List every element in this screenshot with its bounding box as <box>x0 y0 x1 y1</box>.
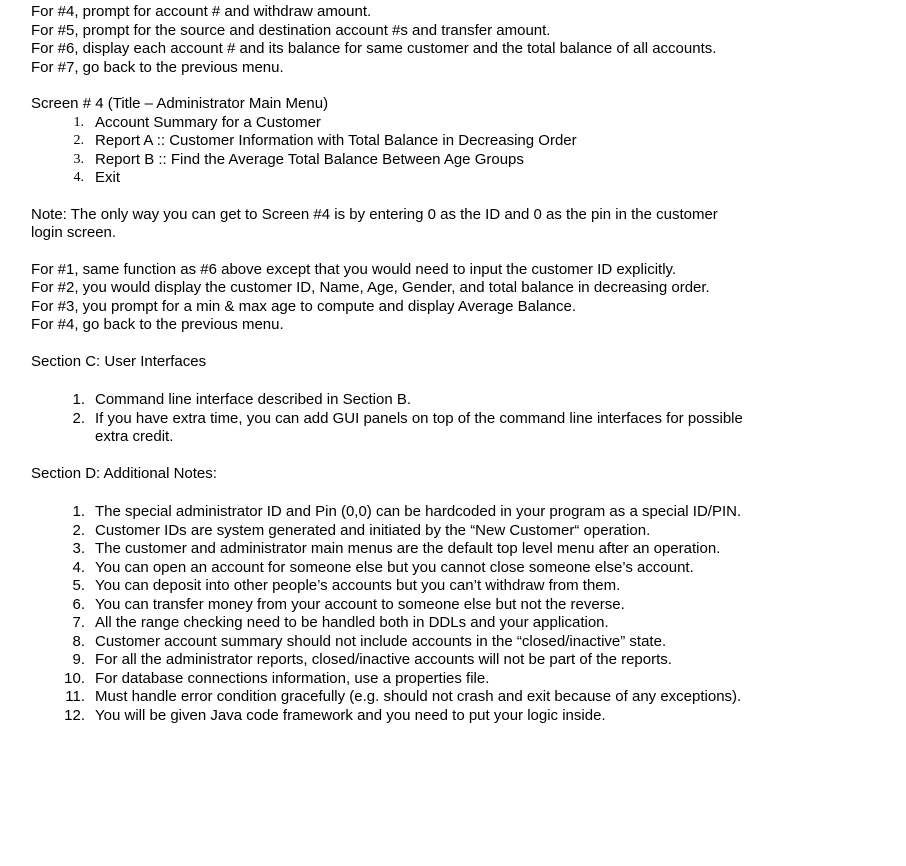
list-item <box>31 410 897 447</box>
list-item <box>31 688 897 707</box>
list-item-label: Must handle error condition gracefully (e.g. should not crash and exit because of any exceptions). <box>95 688 742 705</box>
note-paragraph <box>31 206 897 243</box>
screen4-menu-item <box>31 114 897 133</box>
list-item-label: You can transfer money from your account to someone else but not the reverse. <box>95 595 625 613</box>
list-item-label-continued: extra credit. <box>95 428 174 445</box>
intro-line: For #5, prompt for the source and destination account #s and transfer amount. <box>31 21 551 39</box>
list-number: 3. <box>73 151 84 167</box>
screen4-menu-item <box>31 132 897 151</box>
list-number: 6. <box>72 595 85 613</box>
admin-line: For #3, you prompt for a min & max age to compute and display Average Balance. <box>31 297 577 315</box>
section-d-title: Section D: Additional Notes: <box>31 464 217 482</box>
list-item-label: You will be given Java code framework and you need to put your logic inside. <box>95 706 606 724</box>
intro-paragraph <box>31 3 897 77</box>
list-number: 1. <box>72 503 85 520</box>
list-item <box>31 707 897 726</box>
admin-line: For #1, same function as #6 above except that you would need to input the customer ID explicitly. <box>31 260 677 278</box>
list-item-label: Report B :: Find the Average Total Balance Between Age Groups <box>95 150 524 168</box>
list-item <box>31 540 897 559</box>
list-number: 5. <box>72 577 85 594</box>
section-d <box>31 465 897 726</box>
list-item <box>31 633 897 652</box>
list-item <box>31 559 897 578</box>
list-number: 2. <box>73 133 84 148</box>
list-item-label: Exit <box>95 169 121 186</box>
note-line: login screen. <box>31 224 117 241</box>
section-c-title: Section C: User Interfaces <box>31 352 207 370</box>
intro-line: For #7, go back to the previous menu. <box>31 58 284 76</box>
admin-line: For #2, you would display the customer ID, Name, Age, Gender, and total balance in decreasing order. <box>31 279 710 296</box>
list-item-label: Customer account summary should not include accounts in the “closed/inactive” state. <box>95 632 667 650</box>
list-item-label: Customer IDs are system generated and initiated by the “New Customer“ operation. <box>95 521 651 539</box>
section-d-list <box>31 503 897 725</box>
list-item-label: For all the administrator reports, closed/inactive accounts will not be part of the reports. <box>95 651 672 668</box>
document-page <box>31 3 897 725</box>
list-item-label: The customer and administrator main menus are the default top level menu after an operation. <box>95 540 721 557</box>
list-number: 2. <box>72 409 85 427</box>
list-number: 1. <box>73 114 84 130</box>
list-item <box>31 614 897 633</box>
list-number: 4. <box>73 170 84 185</box>
list-number: 12. <box>64 706 85 724</box>
list-item <box>31 503 897 522</box>
list-item <box>31 651 897 670</box>
list-number: 4. <box>72 558 85 576</box>
list-item-label: You can deposit into other people’s accounts but you can’t withdraw from them. <box>95 577 621 594</box>
list-number: 10. <box>64 669 85 687</box>
list-item <box>31 670 897 689</box>
list-item-label: You can open an account for someone else but you cannot close someone else’s account. <box>95 558 694 576</box>
list-number: 3. <box>72 540 85 557</box>
list-item <box>31 596 897 615</box>
screen4-menu-item <box>31 169 897 188</box>
list-item <box>31 522 897 541</box>
admin-line: For #4, go back to the previous menu. <box>31 316 284 333</box>
screen4-menu-item <box>31 151 897 170</box>
list-number: 9. <box>72 651 85 668</box>
list-item-label: The special administrator ID and Pin (0,0) can be hardcoded in your program as a special ID/PIN. <box>95 503 742 520</box>
list-item <box>31 391 897 410</box>
intro-line: For #4, prompt for account # and withdraw amount. <box>31 3 372 20</box>
section-c <box>31 353 897 447</box>
intro-line: For #6, display each account # and its balance for same customer and the total balance of all accounts. <box>31 40 717 57</box>
list-number: 8. <box>72 632 85 650</box>
screen4-menu-list <box>31 114 897 188</box>
screen4-block <box>31 95 897 188</box>
list-number: 11. <box>65 688 85 705</box>
list-number: 1. <box>72 391 85 408</box>
section-c-list <box>31 391 897 447</box>
screen4-title: Screen # 4 (Title – Administrator Main Menu) <box>31 95 329 112</box>
list-number: 7. <box>72 614 85 631</box>
list-item-label: Account Summary for a Customer <box>95 113 321 131</box>
admin-paragraph <box>31 261 897 335</box>
list-item-label: All the range checking need to be handled both in DDLs and your application. <box>95 614 609 631</box>
list-number: 2. <box>72 521 85 539</box>
list-item-label: Report A :: Customer Information with Total Balance in Decreasing Order <box>95 132 577 149</box>
list-item <box>31 577 897 596</box>
list-item-label: For database connections information, use a properties file. <box>95 669 490 687</box>
list-item-label: Command line interface described in Section B. <box>95 391 411 408</box>
note-line: Note: The only way you can get to Screen #4 is by entering 0 as the ID and 0 as the pin in the customer <box>31 205 718 223</box>
list-item-label: If you have extra time, you can add GUI panels on top of the command line interfaces for possible <box>95 409 743 427</box>
